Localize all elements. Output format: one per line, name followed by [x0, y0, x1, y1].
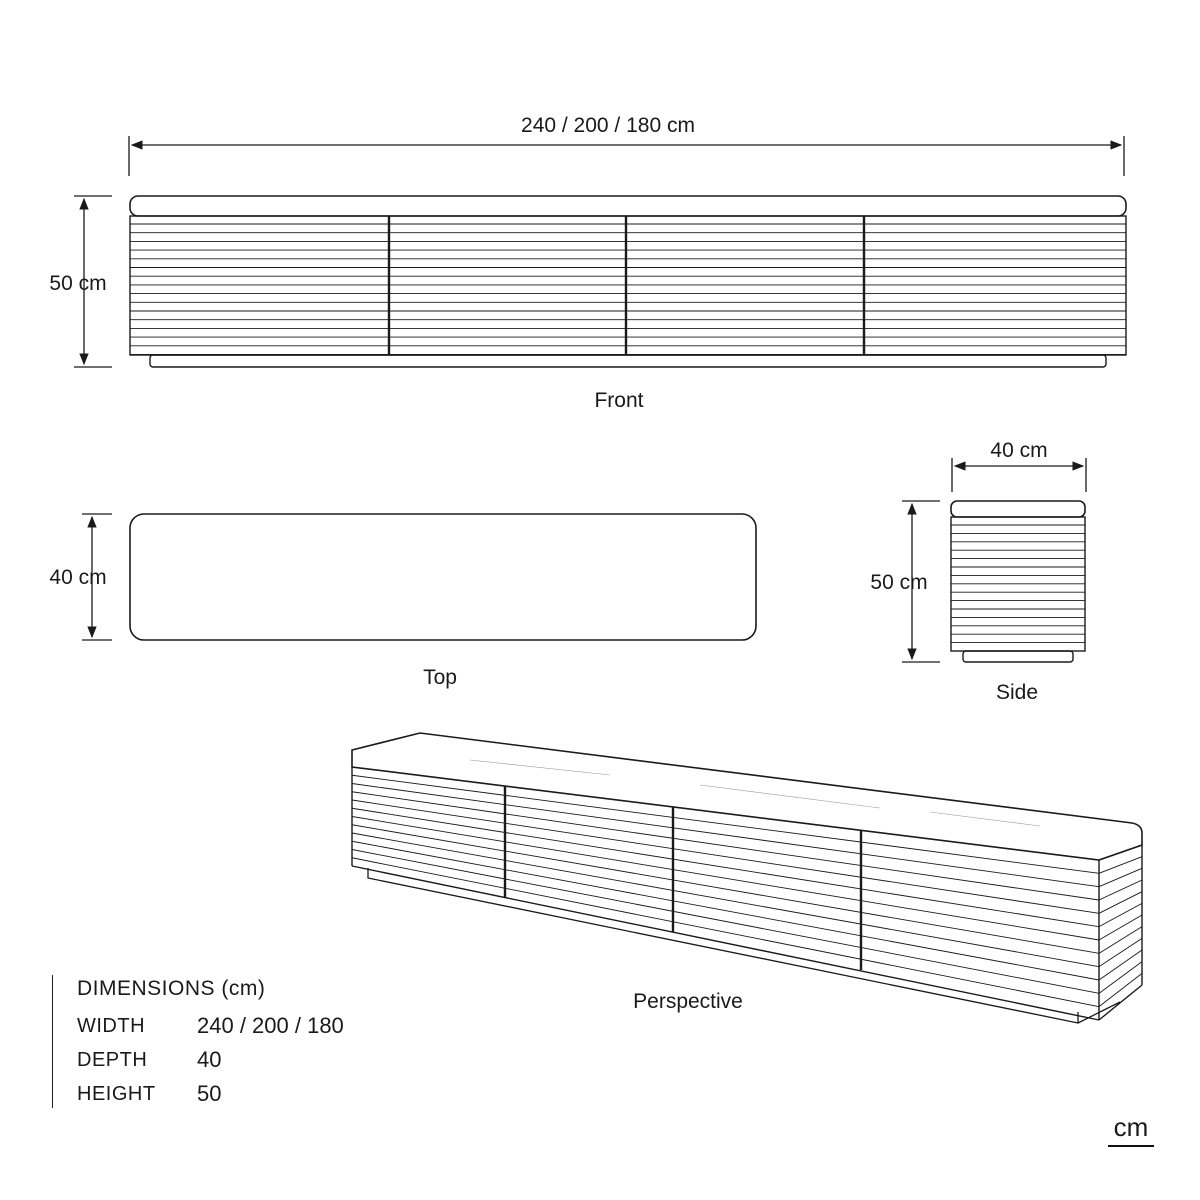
front-view [49, 114, 1126, 412]
perspective-view [352, 733, 1142, 1023]
slat-line [1099, 950, 1142, 980]
side-height-dimension [870, 501, 940, 662]
slat-line [1099, 962, 1142, 994]
spec-row-width [77, 1009, 432, 1043]
top-view [49, 514, 756, 689]
slat-line [352, 841, 1099, 980]
slat-line [1099, 903, 1142, 926]
front-height-label: 50 cm [49, 272, 107, 295]
top-caption: Top [423, 666, 457, 689]
slat-line [1099, 927, 1142, 954]
slat-line [1099, 915, 1142, 940]
spec-row-depth [77, 1043, 432, 1077]
top-outline [130, 514, 756, 640]
unit-badge: cm [1108, 1112, 1154, 1147]
slat-line [1099, 892, 1142, 914]
front-width-label: 240 / 200 / 180 cm [521, 114, 695, 137]
side-depth-label: 40 cm [990, 439, 1048, 462]
dimensions-title: DIMENSIONS (cm) [77, 977, 266, 1000]
spec-value: 50 [197, 1081, 222, 1106]
spec-label: DEPTH [77, 1048, 148, 1071]
top-depth-label: 40 cm [49, 566, 107, 589]
front-slats [130, 224, 1126, 355]
slat-line [352, 833, 1099, 967]
slat-line [352, 858, 1099, 1007]
side-cabinet [951, 501, 1085, 662]
front-caption: Front [594, 389, 644, 412]
side-slats [951, 525, 1085, 651]
dimensions-table [52, 975, 432, 1108]
spec-row-height [77, 1077, 432, 1111]
spec-label: HEIGHT [77, 1082, 156, 1105]
side-caption: Side [995, 681, 1039, 704]
side-depth-dimension [952, 439, 1086, 492]
spec-value: 240 / 200 / 180 [197, 1013, 344, 1038]
top-depth-dimension [49, 514, 112, 640]
spec-value: 40 [197, 1047, 222, 1072]
side-view [870, 439, 1086, 704]
front-width-dimension [129, 114, 1124, 176]
front-cabinet [130, 196, 1126, 367]
slat-line [1099, 880, 1142, 900]
perspective-caption: Perspective [633, 990, 743, 1013]
spec-label: WIDTH [77, 1014, 146, 1037]
perspective-side-slats [1099, 857, 1142, 1007]
side-height-label: 50 cm [870, 571, 928, 594]
front-height-dimension [49, 196, 112, 367]
slat-line [1099, 938, 1142, 966]
